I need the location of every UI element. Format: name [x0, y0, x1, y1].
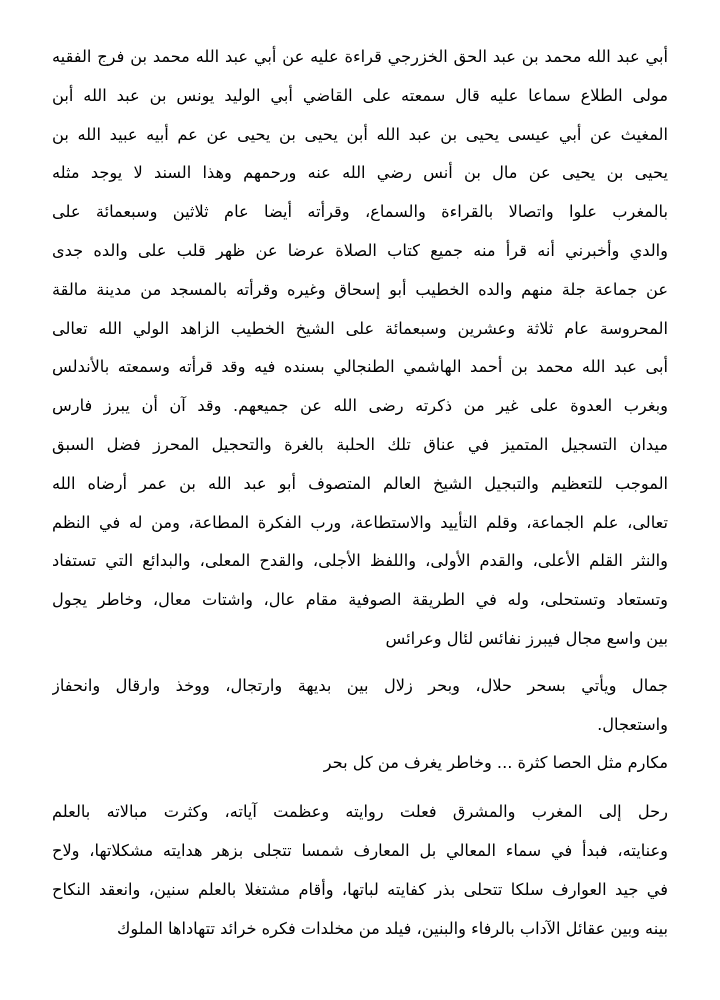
text-line: عن جماعة جلة منهم والده الخطيب أبو إسحاق وغيره وقرأته بالمسجد من مدينة مالقة [52, 279, 668, 299]
text-line: ميدان التسجيل المتميز في عناق تلك الحلبة بالغرة والتحجيل المحرز فضل السبق [52, 434, 668, 454]
paragraph-1 [52, 38, 668, 659]
text-line: وعنايته، فبدأ في سماء المعالي بل المعارف شمسا تتجلى بزهر هدايته مشكلاتها، ولاح [52, 840, 668, 860]
paragraph-3 [52, 744, 668, 783]
text-line: وتستعاد وتستحلى، وله في الطريقة الصوفية مقام عال، واشتات معال، وخاطر يجول [52, 590, 668, 610]
text-line: في جيد العوارف سلكا تتحلى بذر كفايته لباتها، وأقام مشتغلا بالعلم سنين، وانعقد النكاح [52, 879, 668, 899]
text-line: الموجب للتعظيم والتبجيل الشيخ العالم المتصوف أبو عبد الله بن عمر أرضاه الله [52, 473, 668, 493]
text-line: والدي وأخبرني أنه قرأ منه جميع كتاب الصلاة عرضا عن ظهر قلب على والده جدى [52, 240, 668, 260]
text-line: أبي عبد الله محمد بن عبد الحق الخزرجي قراءة عليه عن أبي عبد الله محمد بن فرج الفقيه [52, 47, 668, 66]
text-line: يحيى بن يحيى عن مال بن أنس رضي الله عنه ورحمهم وهذا السند لا يوجد مثله [52, 163, 668, 183]
text-line: أبى عبد الله محمد بن أحمد الهاشمي الطنجالي بسنده فيه وقد قرأته وسمعته بالأندلس [52, 357, 668, 377]
text-line: جمال ويأتي بسحر حلال، وبحر زلال بين بديهة وارتجال، ووخذ وارقال وانحفاز [52, 675, 668, 695]
text-line: وبغرب العدوة على غير من ذكرته رضى الله عن جميعهم. وقد آن أن يبرز فارس [52, 396, 668, 416]
document-page [52, 38, 668, 948]
text-line: تعالى، علم الجماعة، وقلم التأييد والاستطاعة، ورب الفكرة المطاعة، ومن له في النظم [52, 512, 668, 532]
text-line: بين واسع مجال فيبرز نفائس لئال وعرائس [385, 628, 668, 648]
text-line: مولى الطلاع سماعا عليه قال سمعته على القاضي أبي الوليد يونس بن عبد الله أبن [52, 85, 668, 105]
paragraph-2 [52, 667, 668, 745]
text-line: بينه وبين عقائل الآداب بالرفاء والبنين، فيلد من مخلدات فكره خرائد تتهاداها الملوك [117, 918, 668, 938]
paragraph-4 [52, 793, 668, 948]
text-line: المغيث عن أبي عيسى يحيى بن عبد الله أبن يحيى بن يحيى عن عم أبيه عبيد الله بن [52, 124, 668, 144]
text-line: بالمغرب علوا واتصالا بالقراءة والسماع، وقرأته أيضا عام ثلاثين وسبعمائة على [52, 202, 668, 222]
text-line: مكارم مثل الحصا كثرة ... وخاطر يغرف من كل بحر [323, 753, 668, 773]
text-line: رحل إلى المغرب والمشرق فعلت روايته وعظمت آياته، وكثرت مبالاته بالعلم [52, 802, 668, 822]
text-line: والنثر القلم الأعلى، والقدم الأولى، واللفظ الأجلى، والقدح المعلى، والبدائع التي تستفاد [52, 551, 668, 571]
text-line: المحروسة عام ثلاثة وعشرين وسبعمائة على الشيخ الخطيب الزاهد الولي الله تعالى [52, 318, 668, 338]
text-line: واستعجال. [597, 714, 668, 734]
